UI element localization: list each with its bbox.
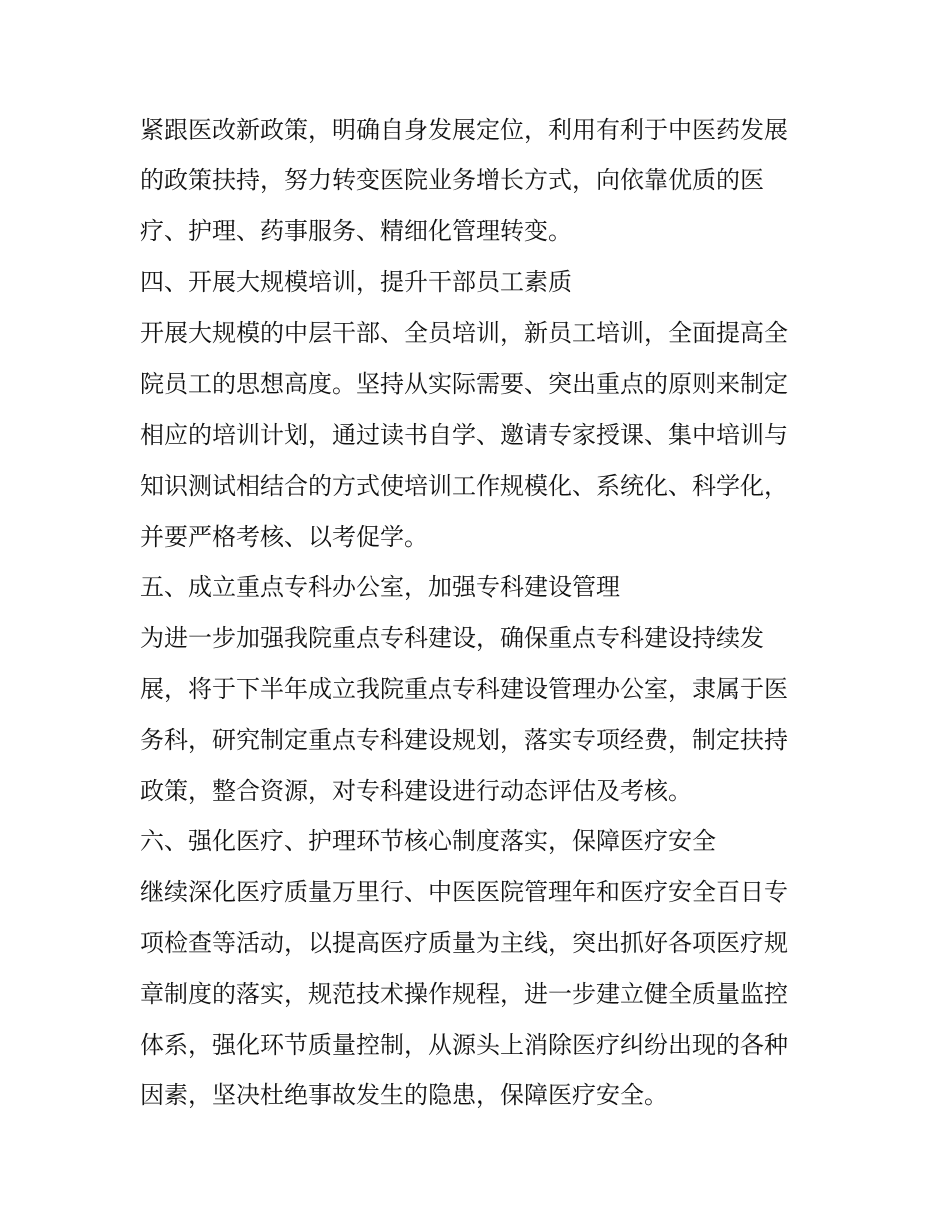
paragraph-line: 开展大规模的中层干部、全员培训，新员工培训，全面提高全: [140, 319, 788, 347]
paragraph-line: 的政策扶持，努力转变医院业务增长方式，向依靠优质的医: [140, 166, 764, 194]
section-heading-6: 六、强化医疗、护理环节核心制度落实，保障医疗安全: [140, 827, 716, 855]
paragraph-line: 相应的培训计划，通过读书自学、邀请专家授课、集中培训与: [140, 421, 788, 449]
paragraph-line: 项检查等活动，以提高医疗质量为主线，突出抓好各项医疗规: [140, 929, 788, 957]
paragraph-line: 务科，研究制定重点专科建设规划，落实专项经费，制定扶持: [140, 726, 788, 754]
paragraph-line: 紧跟医改新政策，明确自身发展定位，利用有利于中医药发展: [140, 116, 788, 144]
paragraph-line: 章制度的落实，规范技术操作规程，进一步建立健全质量监控: [140, 980, 788, 1008]
section-heading-5: 五、成立重点专科办公室，加强专科建设管理: [140, 573, 620, 601]
paragraph-line: 并要严格考核、以考促学。: [140, 523, 428, 551]
paragraph-line: 政策，整合资源，对专科建设进行动态评估及考核。: [140, 777, 692, 805]
paragraph-line: 疗、护理、药事服务、精细化管理转变。: [140, 217, 572, 245]
paragraph-line: 展，将于下半年成立我院重点专科建设管理办公室，隶属于医: [140, 675, 788, 703]
paragraph-line: 为进一步加强我院重点专科建设，确保重点专科建设持续发: [140, 624, 764, 652]
section-heading-4: 四、开展大规模培训，提升干部员工素质: [140, 268, 572, 296]
paragraph-line: 继续深化医疗质量万里行、中医医院管理年和医疗安全百日专: [140, 878, 788, 906]
paragraph-line: 院员工的思想高度。坚持从实际需要、突出重点的原则来制定: [140, 370, 788, 398]
paragraph-line: 体系，强化环节质量控制，从源头上消除医疗纠纷出现的各种: [140, 1031, 788, 1059]
paragraph-line: 因素，坚决杜绝事故发生的隐患，保障医疗安全。: [140, 1081, 668, 1109]
paragraph-line: 知识测试相结合的方式使培训工作规模化、系统化、科学化，: [140, 472, 788, 500]
